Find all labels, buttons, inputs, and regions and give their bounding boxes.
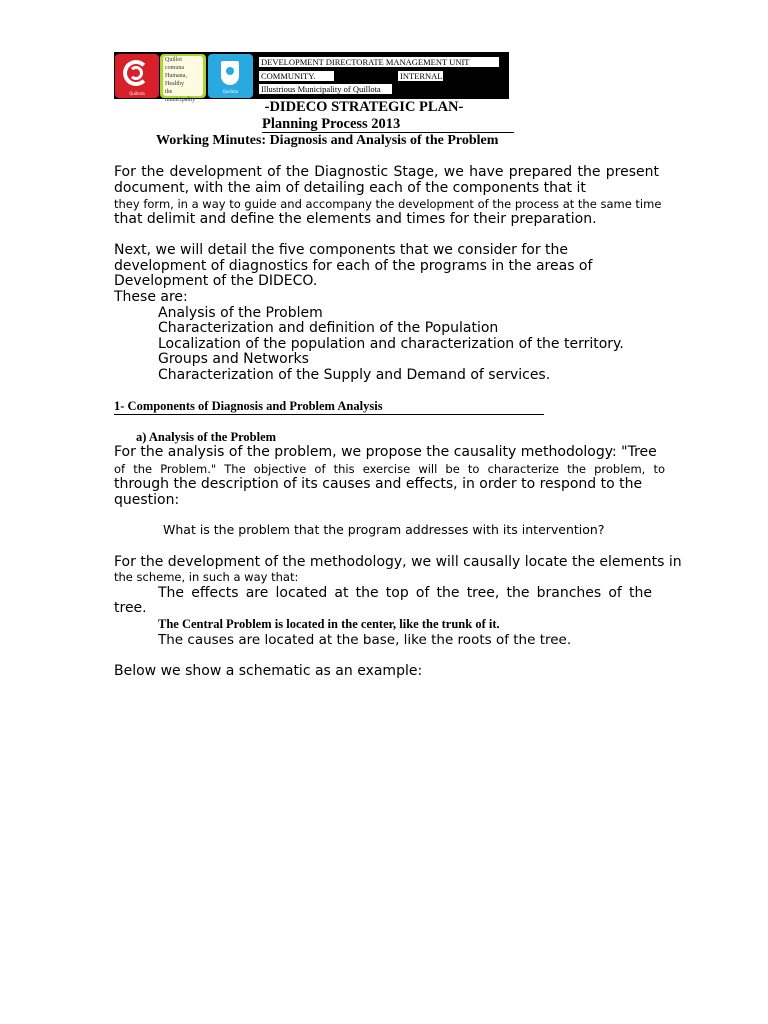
logo-blue [208,54,253,98]
components-intro-line: Next, we will detail the five components that we consider for the [114,242,569,258]
section-heading: 1- Components of Diagnosis and Problem Analysis [114,399,544,415]
logo-red [115,54,159,98]
section-line: For the development of the methodology, we will causally locate the elements in [114,554,682,570]
logo-red-label: Quillota [129,91,145,96]
section-line: For the analysis of the problem, we propose the causality methodology: "Tree [114,444,657,460]
intro-line: they form, in a way to guide and accompany the development of the process at the same time [114,197,662,211]
list-item: Analysis of the Problem [158,305,323,321]
document-subtitle: Planning Process 2013 [262,116,514,133]
header-unit: DEVELOPMENT DIRECTORATE MANAGEMENT UNIT [259,57,499,67]
list-item-effects: The effects are located at the top of the tree, the branches of the [158,585,652,601]
schematic-intro: Below we show a schematic as an example: [114,663,423,679]
header-municipality: Illustrious Municipality of Quillota [259,84,392,94]
logo-green-line: the municipality [165,89,196,103]
list-item: Groups and Networks [158,351,309,367]
logo-green-line: comuna [165,65,184,71]
logo-green [160,54,206,103]
components-intro-line: development of diagnostics for each of the programs in the areas of [114,258,593,274]
list-item: Characterization and definition of the Population [158,320,499,336]
document-heading: Working Minutes: Diagnosis and Analysis of the Problem [156,133,499,148]
components-intro-line: Development of the DIDECO. [114,273,318,289]
section-line: question: [114,492,180,508]
logo-green-line: Quillot [165,57,183,63]
shield-icon [221,61,239,85]
swirl-inner-icon [129,66,143,80]
components-intro-line: These are: [114,289,188,305]
intro-line: document, with the aim of detailing each of the components that it [114,180,586,196]
subsection-heading: a) Analysis of the Problem [136,430,277,444]
list-item-causes: The causes are located at the base, like the roots of the tree. [158,632,572,648]
header-community: COMMUNITY. [259,71,334,81]
section-line: the scheme, in such a way that: [114,570,299,584]
header-internal: INTERNAL [400,71,443,81]
logo-green-text [163,56,203,103]
intro-line: For the development of the Diagnostic Stage, we have prepared the present [114,164,659,180]
list-item-effects-cont: tree. [114,600,147,616]
section-line: through the description of its causes and effects, in order to respond to the [114,476,643,492]
list-item: Characterization of the Supply and Demand of services. [158,367,551,383]
document-title: -DIDECO STRATEGIC PLAN- [264,99,464,115]
list-item: Localization of the population and characterization of the territory. [158,336,624,352]
logo-blue-label: Quillota [222,89,239,94]
list-item-central: The Central Problem is located in the center, like the trunk of it. [158,617,500,631]
intro-line: that delimit and define the elements and times for their preparation. [114,211,597,227]
section-line: of the Problem." The objective of this exercise will be to characterize the problem, to [114,462,665,476]
logo-green-line: Humana, [165,73,187,79]
key-question: What is the problem that the program addresses with its intervention? [163,522,605,537]
logo-green-line: Healthy [165,81,184,87]
